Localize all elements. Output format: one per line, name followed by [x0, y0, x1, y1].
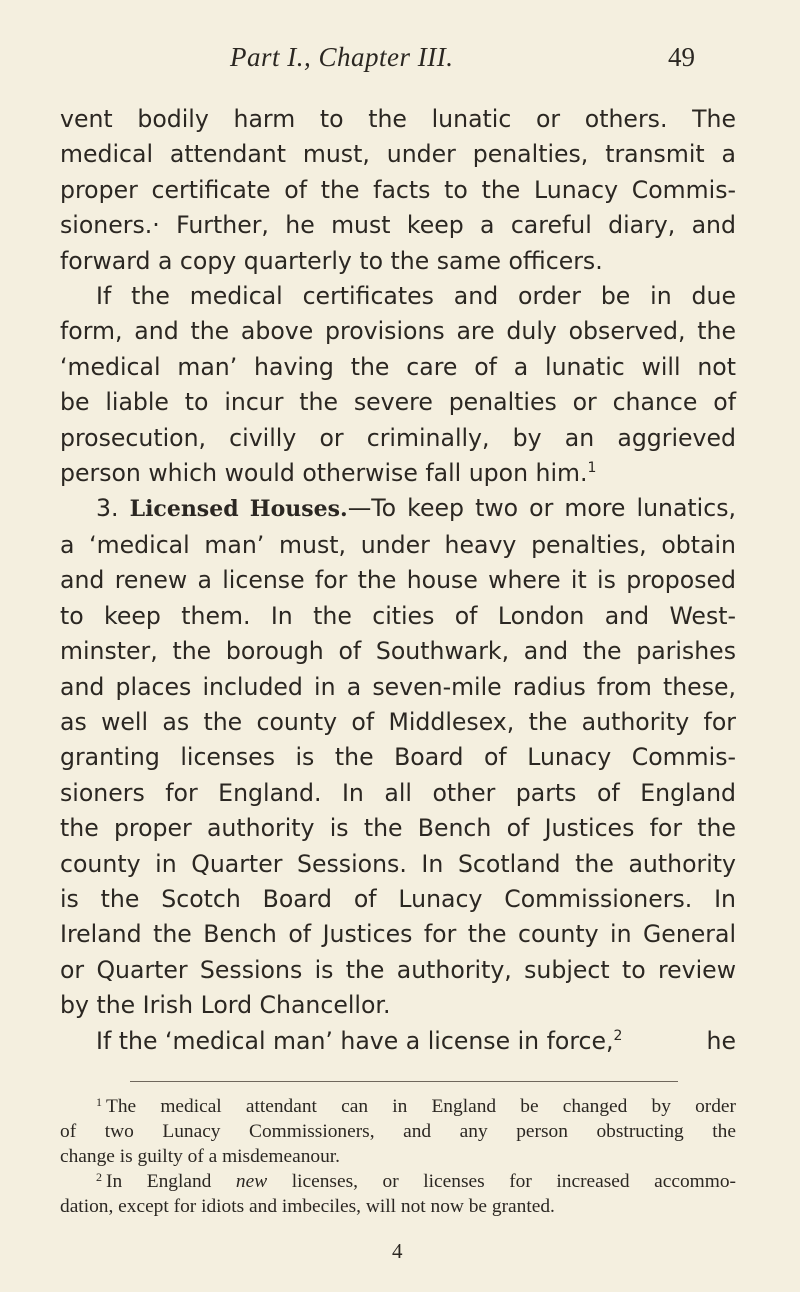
text-line: a ‘medical man’ must, under heavy penalties, obtain	[60, 530, 736, 559]
running-head-title: Part I., Chapter III.	[230, 42, 454, 72]
section-number: 3.	[96, 494, 119, 523]
footnote-2-text: In England	[106, 1171, 212, 1192]
footnote-1-mark: 1	[96, 1095, 102, 1109]
text-line: medical attendant must, under penalties, transmit a	[60, 140, 736, 169]
body-text	[60, 102, 736, 1059]
footnote-2-line	[60, 1169, 736, 1194]
running-head	[0, 40, 800, 76]
text-line: or Quarter Sessions is the authority, subject to review	[60, 955, 736, 984]
text-line: granting licenses is the Board of Lunacy Commis-	[60, 743, 736, 772]
text-line: and places included in a seven-mile radius from these,	[60, 672, 736, 701]
text-line: If the medical certificates and order be in due	[96, 282, 736, 311]
text-line: by the Irish Lord Chancellor.	[60, 991, 391, 1020]
text-line: be liable to incur the severe penalties or chance of	[60, 388, 736, 417]
text-line-part: he	[706, 1026, 736, 1055]
section-heading: Licensed Houses.	[129, 496, 348, 523]
text-line: the proper authority is the Bench of Justices for the	[60, 814, 736, 843]
footnote-1-text: The medical attendant can in England be changed by order	[106, 1096, 736, 1117]
text-line: proper certificate of the facts to the Lunacy Commis-	[60, 175, 736, 204]
footnote-ref-2: 2	[613, 1027, 623, 1044]
signature-mark: 4	[392, 1239, 403, 1263]
text-line: form, and the above provisions are duly observed, the	[60, 317, 736, 346]
text-line: vent bodily harm to the lunatic or others. The	[60, 105, 736, 133]
text-line: Ireland the Bench of Justices for the county in General	[60, 920, 736, 949]
footnote-2-text: licenses, or licenses for increased accommo-	[291, 1171, 736, 1192]
footnote-2-italic: new	[235, 1171, 268, 1192]
footnote-1-line	[60, 1094, 736, 1119]
section-lead-text: —To keep two or more lunatics,	[347, 494, 737, 523]
section-heading-line	[60, 491, 736, 527]
text-line: sioners.· Further, he must keep a careful diary, and	[60, 211, 736, 240]
text-line-content: person which would otherwise fall upon him.	[60, 459, 588, 488]
text-line: to keep them. In the cities of London and West-	[60, 601, 736, 630]
text-line-content	[96, 1024, 622, 1059]
footnote-ref-1: 1	[587, 460, 597, 477]
text-line: ‘medical man’ having the care of a lunatic will not	[60, 352, 736, 381]
text-line	[60, 1024, 736, 1059]
text-line-part: If the ‘medical man’ have a license in force,	[96, 1026, 614, 1055]
footnote-rule	[130, 1081, 678, 1082]
footnote-1-line: of two Lunacy Commissioners, and any person obstructing the	[60, 1121, 736, 1142]
footnote-2-mark: 2	[96, 1170, 102, 1184]
footnote-1-line: change is guilty of a misdemeanour.	[60, 1146, 341, 1167]
text-line: county in Quarter Sessions. In Scotland the authority	[60, 849, 736, 878]
footnote-2-line: dation, except for idiots and imbeciles, will not now be granted.	[60, 1196, 555, 1217]
page-number: 49	[668, 42, 695, 72]
text-line: minster, the borough of Southwark, and the parishes	[60, 637, 736, 666]
footnotes	[60, 1094, 736, 1219]
text-line: is the Scotch Board of Lunacy Commissioners. In	[60, 884, 736, 913]
text-line: as well as the county of Middlesex, the authority for	[60, 707, 736, 736]
text-line: forward a copy quarterly to the same officers.	[60, 246, 603, 275]
text-line	[60, 456, 736, 491]
text-line: sioners for England. In all other parts of England	[60, 778, 736, 807]
text-line: and renew a license for the house where it is proposed	[60, 566, 736, 595]
text-line: prosecution, civilly or criminally, by an aggrieved	[60, 423, 736, 452]
